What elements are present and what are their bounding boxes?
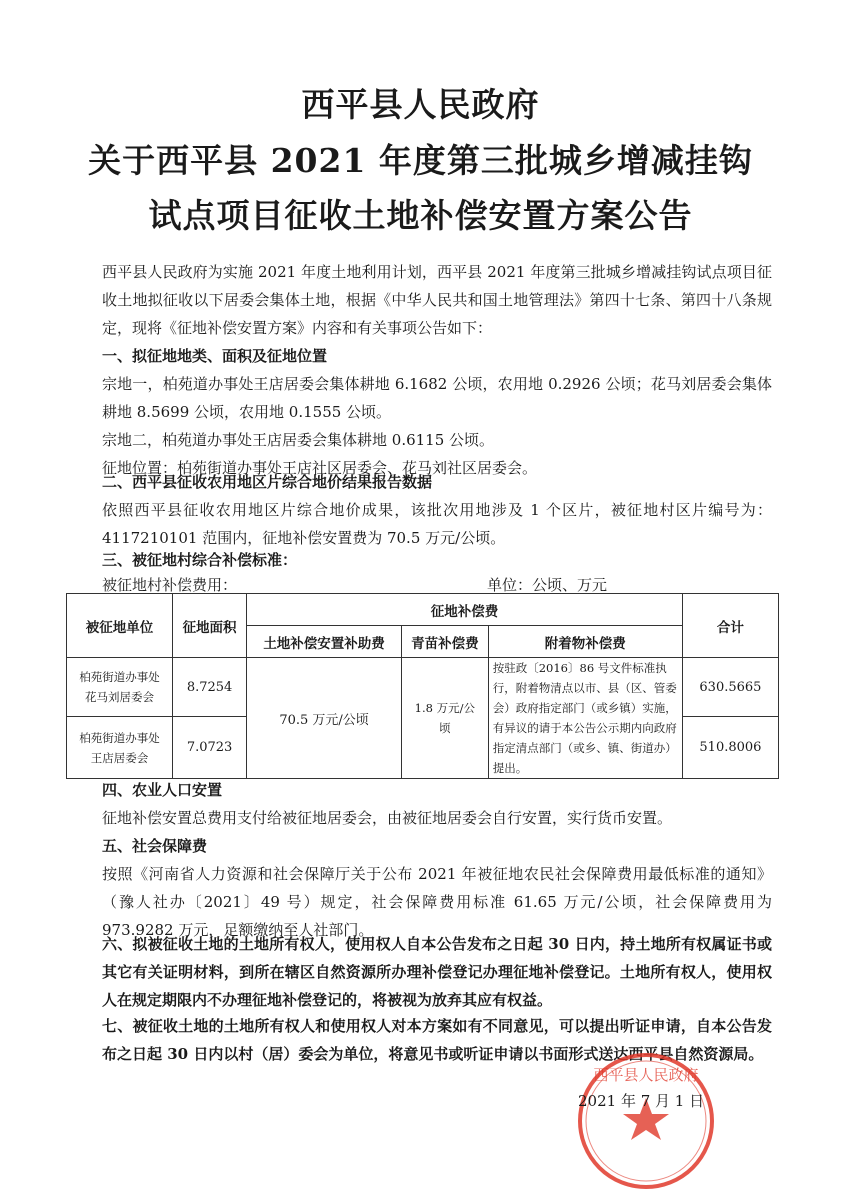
section-1-paragraph-3: 征地位置：柏苑街道办事处王店社区居委会、花马刘社区居委会。: [102, 459, 538, 477]
section-1-paragraph-1: 宗地一，柏苑道办事处王店居委会集体耕地 6.1682 公顷，农用地 0.2926 公顷；花马刘居委会集体耕地 8.5699 公顷，农用地 0.1555 公顷。: [102, 375, 772, 421]
compensation-table: [66, 593, 779, 779]
total-cell: 510.8006: [682, 717, 778, 779]
attach-fee-cell: 按驻政〔2016〕86 号文件标准执行，附着物清点以市、县（区、管委会）政府指定部门（或乡镇）实施，有异议的请于本公告公示期内向政府指定清点部门（或乡、镇、街道办）提出。: [488, 658, 682, 779]
section-1-paragraph-2: 宗地二，柏苑道办事处王店居委会集体耕地 0.6115 公顷。: [102, 431, 495, 449]
section-7-paragraph: 七、被征收土地的土地所有权人和使用权人对本方案如有不同意见，可以提出听证申请，自本公告发布之日起 30 日内以村（居）委会为单位，将意见书或听证申请以书面形式送达西平县自然资源局。: [102, 1017, 772, 1063]
area-cell: 8.7254: [172, 658, 246, 717]
table-row: [67, 658, 779, 717]
intro-paragraph: 西平县人民政府为实施 2021 年度土地利用计划，西平县 2021 年度第三批城乡增减挂钩试点项目征收土地拟征收以下居委会集体土地，根据《中华人民共和国土地管理法》第四十七条、第四十八条规定，现将《征地补偿安置方案》内容和有关事项公告如下：: [102, 263, 772, 337]
unit-cell: 柏苑街道办事处 王店居委会: [67, 717, 173, 779]
section-2-heading: 二、西平县征收农用地区片综合地价结果报告数据: [102, 473, 433, 491]
title-line-2: 关于西平县 2021 年度第三批城乡增减挂钩: [88, 141, 753, 180]
header-unit: 被征地单位: [67, 594, 173, 658]
land-fee-cell: 70.5 万元/公顷: [247, 658, 402, 779]
title-line-1: 西平县人民政府: [301, 85, 540, 124]
header-compensation: 征地补偿费: [247, 594, 683, 626]
total-cell: 630.5665: [682, 658, 778, 717]
section-5-paragraph-1: 按照《河南省人力资源和社会保障厅关于公布 2021 年被征地农民社会保障费用最低标准的通知》（豫人社办〔2021〕49 号）规定，社会保障费用标准 61.65 万元/公顷，社会保障费用为 973.9282 万元，足额缴纳至人社部门。: [102, 865, 772, 939]
section-4-heading: 四、农业人口安置: [102, 781, 223, 799]
section-5-heading: 五、社会保障费: [102, 837, 208, 855]
section-4-paragraph-1: 征地补偿安置总费用支付给被征地居委会，由被征地居委会自行安置，实行货币安置。: [102, 809, 673, 827]
section-4: [72, 776, 772, 944]
area-cell: 7.0723: [172, 717, 246, 779]
header-total: 合计: [682, 594, 778, 658]
fee-label: 被征地村补偿费用：: [102, 576, 238, 594]
section-3: [72, 546, 772, 574]
crop-fee-cell: 1.8 万元/公 顷: [401, 658, 488, 779]
table-header-row-1: [67, 594, 779, 626]
section-2: [72, 468, 772, 552]
section-6: [72, 930, 772, 1014]
section-3-heading: 三、被征地村综合补偿标准：: [102, 551, 298, 569]
official-seal: [575, 1050, 717, 1192]
header-crop-fee: 青苗补偿费: [401, 626, 488, 658]
section-2-paragraph-1: 依照西平县征收农用地区片综合地价成果，该批次用地涉及 1 个区片，被征地村区片编号为：4117210101 范围内，征地补偿安置费为 70.5 万元/公顷。: [102, 501, 772, 547]
section-1: [72, 342, 772, 482]
unit-cell: 柏苑街道办事处 花马刘居委会: [67, 658, 173, 717]
section-1-heading: 一、拟征地地类、面积及征地位置: [102, 347, 328, 365]
unit-label: 单位：公顷、万元: [487, 576, 608, 594]
header-attach-fee: 附着物补偿费: [488, 626, 682, 658]
section-6-paragraph: 六、拟被征收土地的土地所有权人，使用权人自本公告发布之日起 30 日内，持土地所有权属证书或其它有关证明材料，到所在辖区自然资源所办理补偿登记办理征地补偿登记。土地所有权人，使用权人在规定期限内不办理征地补偿登记的，将被视为放弃其应有权益。: [102, 935, 772, 1009]
svg-text:西平县人民政府: 西平县人民政府: [593, 1066, 699, 1084]
header-area: 征地面积: [172, 594, 246, 658]
title-line-3: 试点项目征收土地补偿安置方案公告: [148, 196, 693, 235]
header-land-fee: 土地补偿安置补助费: [247, 626, 402, 658]
issue-date: 2021 年 7 月 1 日: [578, 1092, 705, 1110]
